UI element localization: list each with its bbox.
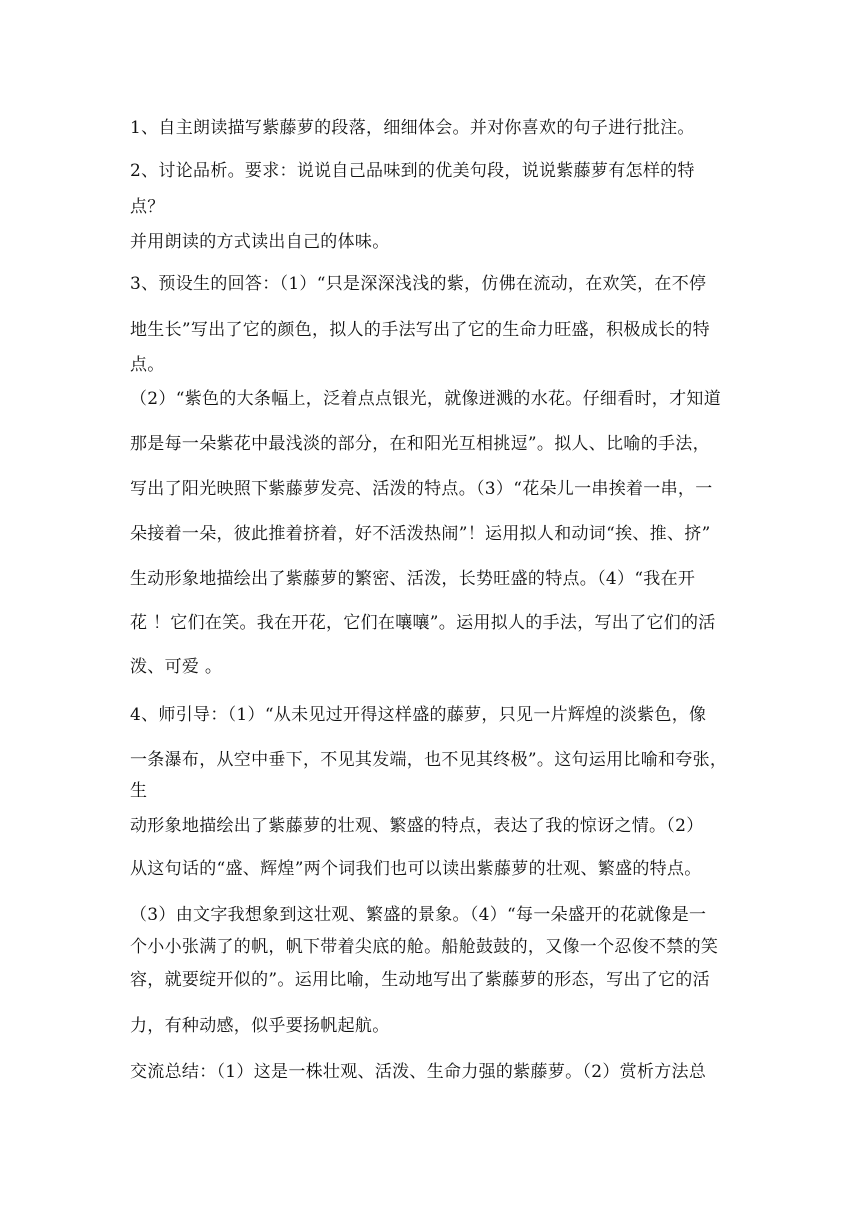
- text-line: 个小小张满了的帆，帆下带着尖底的舱。船舱鼓鼓的，又像一个忍俊不禁的笑: [130, 937, 719, 957]
- text-line: 那是每一朵紫花中最浅淡的部分，在和阳光互相挑逗”。拟人、比喻的手法，: [130, 434, 710, 454]
- text-line: 4、师引导：（1）“从未见过开得这样盛的藤萝，只见一片辉煌的淡紫色，像: [130, 705, 707, 725]
- text-line: 容，就要绽开似的”。运用比喻，生动地写出了紫藤萝的形态，写出了它的活: [130, 970, 710, 990]
- text-line: 泼、可爱 。: [130, 657, 223, 677]
- text-line: （3）由文字我想象到这壮观、繁盛的景象。（4）“每一朵盛开的花就像是一: [130, 905, 707, 925]
- text-line: 点？: [130, 197, 165, 217]
- text-line: 3、预设生的回答：（1）“只是深深浅浅的紫，仿佛在流动，在欢笑，在不停: [130, 274, 707, 294]
- text-line: 写出了阳光映照下紫藤萝发亮、活泼的特点。（3）“花朵儿一串挨着一串，一: [130, 479, 713, 499]
- text-line: 一条瀑布，从空中垂下，不见其发端，也不见其终极”。这句运用比喻和夸张，: [130, 750, 728, 770]
- text-line: 动形象地描绘出了紫藤萝的壮观、繁盛的特点，表达了我的惊讶之情。（2）: [130, 816, 704, 836]
- text-line: （2）“紫色的大条幅上，泛着点点银光，就像迸溅的水花。仔细看时，才知道: [130, 389, 722, 409]
- text-line: 力，有种动感，似乎要扬帆起航。: [130, 1016, 390, 1036]
- text-line: 朵接着一朵，彼此推着挤着，好不活泼热闹”！运用拟人和动词“挨、推、挤”: [130, 524, 711, 544]
- text-line: 生动形象地描绘出了紫藤萝的繁密、活泼，长势旺盛的特点。（4）“我在开: [130, 569, 696, 589]
- text-line: 花 ！它们在笑。我在开花，它们在嚷嚷”。运用拟人的手法，写出了它们的活: [130, 613, 716, 633]
- text-line: 并用朗读的方式读出自己的体味。: [130, 232, 390, 252]
- text-line: 从这句话的“盛、辉煌”两个词我们也可以读出紫藤萝的壮观、繁盛的特点。: [130, 859, 702, 879]
- text-line: 2、讨论品析。要求：说说自己品味到的优美句段，说说紫藤萝有怎样的特: [130, 161, 695, 181]
- text-line: 生: [130, 781, 148, 801]
- text-line: 交流总结：（1）这是一株壮观、活泼、生命力强的紫藤萝。（2）赏析方法总: [130, 1062, 707, 1082]
- text-line: 地生长”写出了它的颜色，拟人的手法写出了它的生命力旺盛，积极成长的特: [130, 320, 710, 340]
- text-line: 1、自主朗读描写紫藤萝的段落，细细体会。并对你喜欢的句子进行批注。: [130, 118, 695, 138]
- text-line: 点。: [130, 355, 165, 375]
